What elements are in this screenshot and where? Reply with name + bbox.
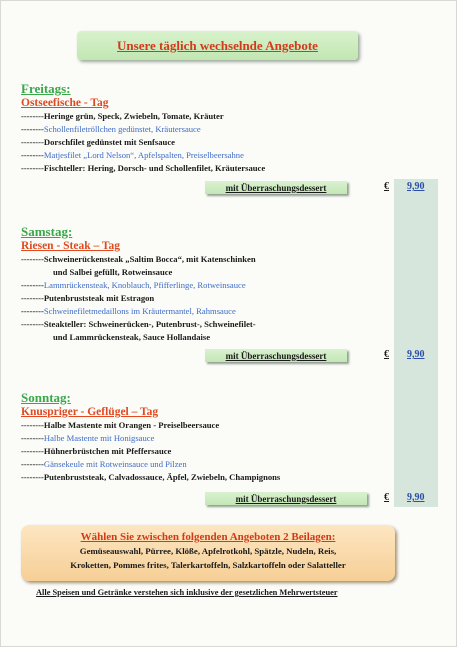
dessert-badge: mit Überraschungsdessert	[205, 492, 367, 505]
section-theme: Ostseefische - Tag	[21, 97, 109, 109]
dessert-badge: mit Überraschungsdessert	[205, 181, 347, 194]
menu-item: --------Matjesfilet „Lord Nelson“, Apfelspalten, Preiselbeersahne	[21, 150, 244, 160]
menu-item: --------Fischteller: Hering, Dorsch- und Schollenfilet, Kräutersauce	[21, 163, 266, 173]
price: 9,90	[407, 349, 425, 360]
price: 9,90	[407, 181, 425, 192]
menu-item: --------Hühnerbrüstchen mit Pfeffersauce	[21, 446, 172, 456]
currency-symbol: €	[384, 349, 389, 360]
side-dishes-box	[21, 525, 395, 581]
menu-item: --------Putenbruststeak, Calvadossauce, Äpfel, Zwiebeln, Champignons	[21, 472, 281, 482]
menu-item: --------Heringe grün, Speck, Zwiebeln, Tomate, Kräuter	[21, 111, 224, 121]
currency-symbol: €	[384, 181, 389, 192]
title-banner	[77, 31, 358, 60]
section-day: Samstag:	[21, 224, 73, 239]
menu-item: --------Schweinefiletmedaillons im Kräutermantel, Rahmsauce	[21, 306, 236, 316]
section-day: Sonntag:	[21, 390, 71, 405]
dessert-badge: mit Überraschungsdessert	[205, 349, 347, 362]
vat-note: Alle Speisen und Getränke verstehen sich inklusive der gesetzlichen Mehrwertsteuer	[36, 588, 338, 597]
menu-item: --------Steakteller: Schweinerücken-, Putenbrust-, Schweinefilet-	[21, 319, 256, 329]
side-dishes-title: Wählen Sie zwischen folgenden Angeboten 2 Beilagen:	[80, 531, 336, 543]
menu-item: --------Lammrückensteak, Knoblauch, Pfifferlinge, Rotweinsauce	[21, 280, 246, 290]
section-theme: Riesen - Steak – Tag	[21, 240, 121, 252]
section-theme: Knuspriger - Geflügel – Tag	[21, 406, 159, 418]
page-title: Unsere täglich wechselnde Angebote	[117, 37, 318, 53]
currency-symbol: €	[384, 492, 389, 503]
side-dishes-line: Gemüseauswahl, Pürree, Klöße, Apfelrotkohl, Spätzle, Nudeln, Reis,	[79, 546, 337, 556]
menu-item: --------Dorschfilet gedünstet mit Senfsauce	[21, 137, 175, 147]
menu-item-continuation: und Salbei gefüllt, Rotweinsauce	[53, 267, 173, 277]
section-friday	[21, 81, 265, 175]
side-dishes-line: Kroketten, Pommes frites, Talerkartoffeln, Salzkartoffeln oder Salatteller	[70, 560, 346, 570]
price: 9,90	[407, 492, 425, 503]
menu-item: --------Schollenfiletröllchen gedünstet, Kräutersauce	[21, 124, 201, 134]
menu-item-continuation: und Lammrückensteak, Sauce Hollandaise	[53, 332, 211, 342]
menu-item: --------Halbe Mastente mit Honigsauce	[21, 433, 155, 443]
menu-item: --------Putenbruststeak mit Estragon	[21, 293, 155, 303]
price-column-background	[394, 179, 438, 507]
menu-item: --------Gänsekeule mit Rotweinsauce und Pilzen	[21, 459, 187, 469]
section-saturday	[21, 224, 256, 344]
section-sunday	[21, 390, 280, 484]
menu-item: --------Schweinerückensteak „Saltim Bocca“, mit Katenschinken	[21, 254, 256, 264]
menu-item: --------Halbe Mastente mit Orangen - Preiselbeersauce	[21, 420, 220, 430]
section-day: Freitags:	[21, 81, 71, 96]
